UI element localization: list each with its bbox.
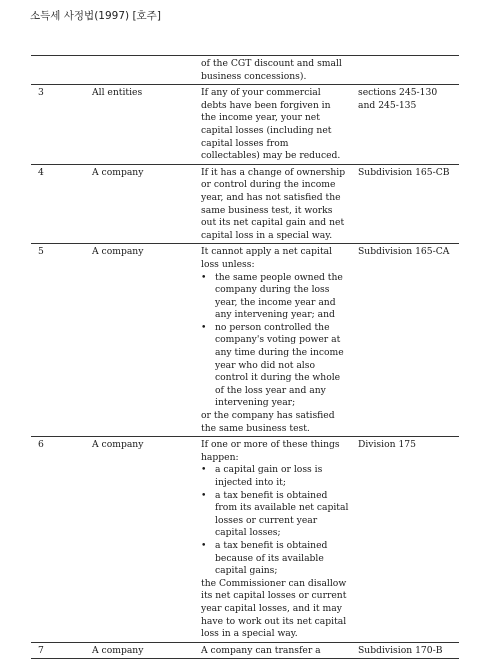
reference-line: Division 175 — [358, 439, 416, 451]
description-line: capital losses from — [201, 137, 289, 149]
description-line: capital losses (including net — [201, 124, 332, 136]
reference-line: Subdivision 165-CB — [358, 166, 450, 178]
description-line: or the company has satisfied — [201, 410, 335, 422]
entity-cell: All entities — [92, 87, 143, 99]
bullet-item — [201, 490, 351, 540]
description-line: the income year, your net — [201, 112, 320, 124]
item-number: 6 — [38, 439, 44, 451]
bullet-item — [201, 540, 351, 578]
reference-cell — [358, 439, 458, 452]
bullet-icon: • — [201, 539, 207, 551]
bullet-line: no person controlled the — [215, 321, 330, 333]
bullet-line: intervening year; — [215, 397, 296, 409]
description-line: its net capital losses or current — [201, 590, 347, 602]
bullet-line: year who did not also — [215, 359, 315, 371]
table-row — [31, 85, 459, 165]
bullet-line: a tax benefit is obtained — [215, 539, 328, 551]
reference-cell — [358, 87, 458, 112]
description-line: year, and has not satisfied the — [201, 191, 341, 203]
bullet-item — [201, 464, 351, 489]
bullet-item — [201, 272, 351, 322]
bullet-line: company during the loss — [215, 284, 330, 296]
concessions-table — [31, 55, 459, 659]
description-line: year capital losses, and it may — [201, 602, 342, 614]
bullet-line: a tax benefit is obtained — [215, 489, 328, 501]
table-row — [31, 643, 459, 660]
bullet-line: a capital gain or loss is — [215, 464, 323, 476]
description-line: If any of your commercial — [201, 87, 321, 99]
reference-line: Subdivision 165-CA — [358, 246, 450, 258]
description-cell — [201, 437, 351, 642]
description-line: of the CGT discount and small — [201, 58, 342, 69]
bullet-line: injected into it; — [215, 477, 286, 488]
description-cell — [201, 56, 351, 84]
bullet-line: capital losses; — [215, 527, 281, 539]
reference-line: sections 245-130 — [358, 87, 438, 99]
bullet-line: of the loss year and any — [215, 384, 326, 396]
description-line: have to work out its net capital — [201, 615, 347, 627]
bullet-item — [201, 322, 351, 410]
bullet-line: any time during the income — [215, 347, 344, 359]
description-line: A company can transfer a — [201, 644, 321, 656]
reference-cell — [358, 645, 458, 658]
reference-cell — [358, 246, 458, 259]
bullet-icon: • — [201, 271, 207, 283]
description-line: collectables) may be reduced. — [201, 150, 341, 162]
bullet-line: losses or current year — [215, 514, 318, 526]
table-row — [31, 56, 459, 85]
reference-line: and 245-135 — [358, 99, 417, 111]
description-line: happen: — [201, 451, 239, 463]
item-number: 3 — [38, 87, 44, 99]
reference-line: Subdivision 170-B — [358, 644, 443, 656]
description-line: business concessions). — [201, 70, 307, 82]
description-line: If it has a change of ownership — [201, 166, 346, 178]
entity-cell: A company — [92, 644, 144, 656]
description-line: same business test, it works — [201, 204, 333, 216]
description-line: loss in a special way. — [201, 628, 298, 640]
entity-cell: A company — [92, 246, 144, 258]
table-row — [31, 244, 459, 437]
bullet-icon: • — [201, 321, 207, 333]
bullet-line: company's voting power at — [215, 334, 341, 346]
description-line: or control during the income — [201, 179, 336, 191]
description-line: the same business test. — [201, 422, 310, 434]
description-cell — [201, 85, 351, 164]
page-header: 소득세 사정법(1997) [호주] — [30, 10, 161, 22]
bullet-icon: • — [201, 489, 207, 501]
description-line: If one or more of these things — [201, 439, 340, 451]
item-number: 4 — [38, 166, 44, 178]
description-line: loss unless: — [201, 258, 255, 270]
description-line: capital loss in a special way. — [201, 229, 333, 241]
description-line: the Commissioner can disallow — [201, 577, 347, 589]
item-number: 7 — [38, 644, 44, 656]
description-line: out its net capital gain and net — [201, 217, 345, 229]
bullet-line: any intervening year; and — [215, 309, 335, 321]
reference-cell — [358, 167, 458, 180]
entity-cell: A company — [92, 166, 144, 178]
bullet-line: year, the income year and — [215, 296, 336, 308]
bullet-icon: • — [201, 464, 207, 476]
description-cell — [201, 643, 351, 659]
bullet-line: from its available net capital — [215, 502, 349, 514]
description-cell — [201, 165, 351, 244]
bullet-line: capital gains; — [215, 565, 278, 577]
table-row — [31, 437, 459, 643]
item-number: 5 — [38, 246, 44, 258]
bullet-line: because of its available — [215, 552, 324, 564]
description-line: debts have been forgiven in — [201, 99, 331, 111]
description-line: It cannot apply a net capital — [201, 246, 333, 258]
bullet-line: control it during the whole — [215, 372, 341, 384]
entity-cell: A company — [92, 439, 144, 451]
bullet-line: the same people owned the — [215, 271, 343, 283]
table-row — [31, 165, 459, 245]
description-cell — [201, 244, 351, 436]
